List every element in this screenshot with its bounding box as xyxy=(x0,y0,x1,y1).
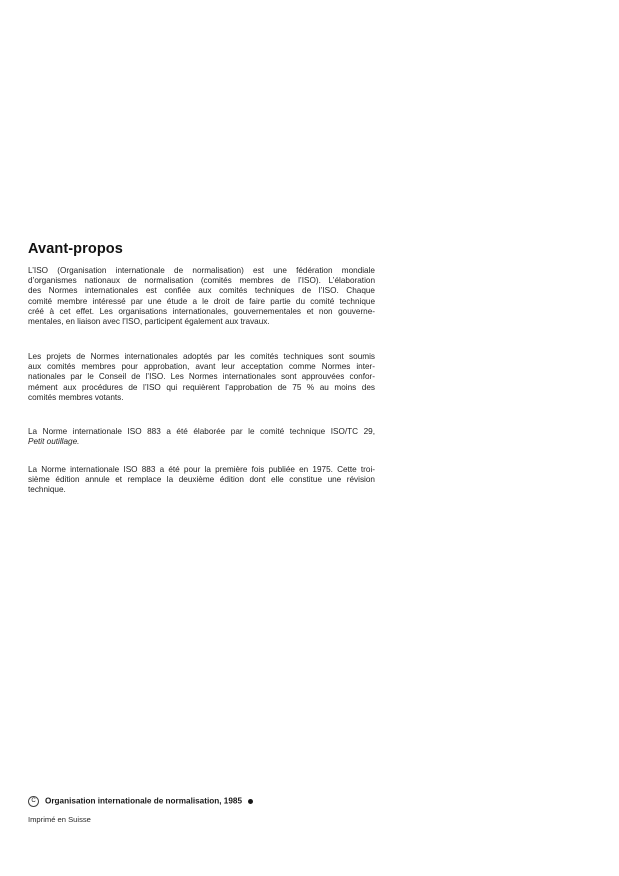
printed-in: Imprimé en Suisse xyxy=(28,815,91,824)
text-line: technique. xyxy=(28,485,66,495)
text-line: nationales par le Conseil de l’ISO. Les Normes internationales sont approuvées confor- xyxy=(28,372,375,382)
text-line: comité membre intéressé par une étude a le droit de faire partie du comité technique xyxy=(28,296,375,306)
text-line: La Norme internationale ISO 883 a été élaborée par le comité technique ISO/TC 29, xyxy=(28,427,375,436)
text-line: La Norme internationale ISO 883 a été pour la première fois publiée en 1975. Cette troi- xyxy=(28,465,375,474)
text-line: comités membres votants. xyxy=(28,392,124,402)
text-line: mentales, en liaison avec l’ISO, participent également aux travaux. xyxy=(28,317,270,327)
text-line: mément aux procédures de l’ISO qui requièrent l’approbation de 75 % au moins des xyxy=(28,382,375,392)
copyright-notice xyxy=(28,796,253,807)
text-line: L’ISO (Organisation internationale de normalisation) est une fédération mondiale xyxy=(28,266,375,275)
paragraph-technical-committee xyxy=(28,427,375,447)
text-line: d’organismes nationaux de normalisation (comités membres de l’ISO). L’élaboration xyxy=(28,276,375,286)
text-line: des Normes internationales est confiée aux comités techniques de l’ISO. Chaque xyxy=(28,286,375,296)
paragraph-approval-process xyxy=(28,352,375,403)
text-line: Les projets de Normes internationales adoptés par les comités techniques sont soumis xyxy=(28,352,375,361)
committee-name: Petit outillage. xyxy=(28,437,80,447)
bullet-icon xyxy=(248,799,253,804)
text-line: créé à cet effet. Les organisations internationales, gouvernementales et non gouverne- xyxy=(28,306,375,316)
paragraph-edition-history xyxy=(28,465,375,496)
copyright-text: Organisation internationale de normalisation, 1985 xyxy=(45,796,243,806)
copyright-icon: C xyxy=(28,796,39,807)
text-line: aux comités membres pour approbation, avant leur acceptation comme Normes inter- xyxy=(28,362,375,372)
section-heading: Avant-propos xyxy=(28,241,123,257)
paragraph-iso-description xyxy=(28,266,375,327)
text-line: sième édition annule et remplace la deuxième édition dont elle constitue une révision xyxy=(28,475,375,485)
